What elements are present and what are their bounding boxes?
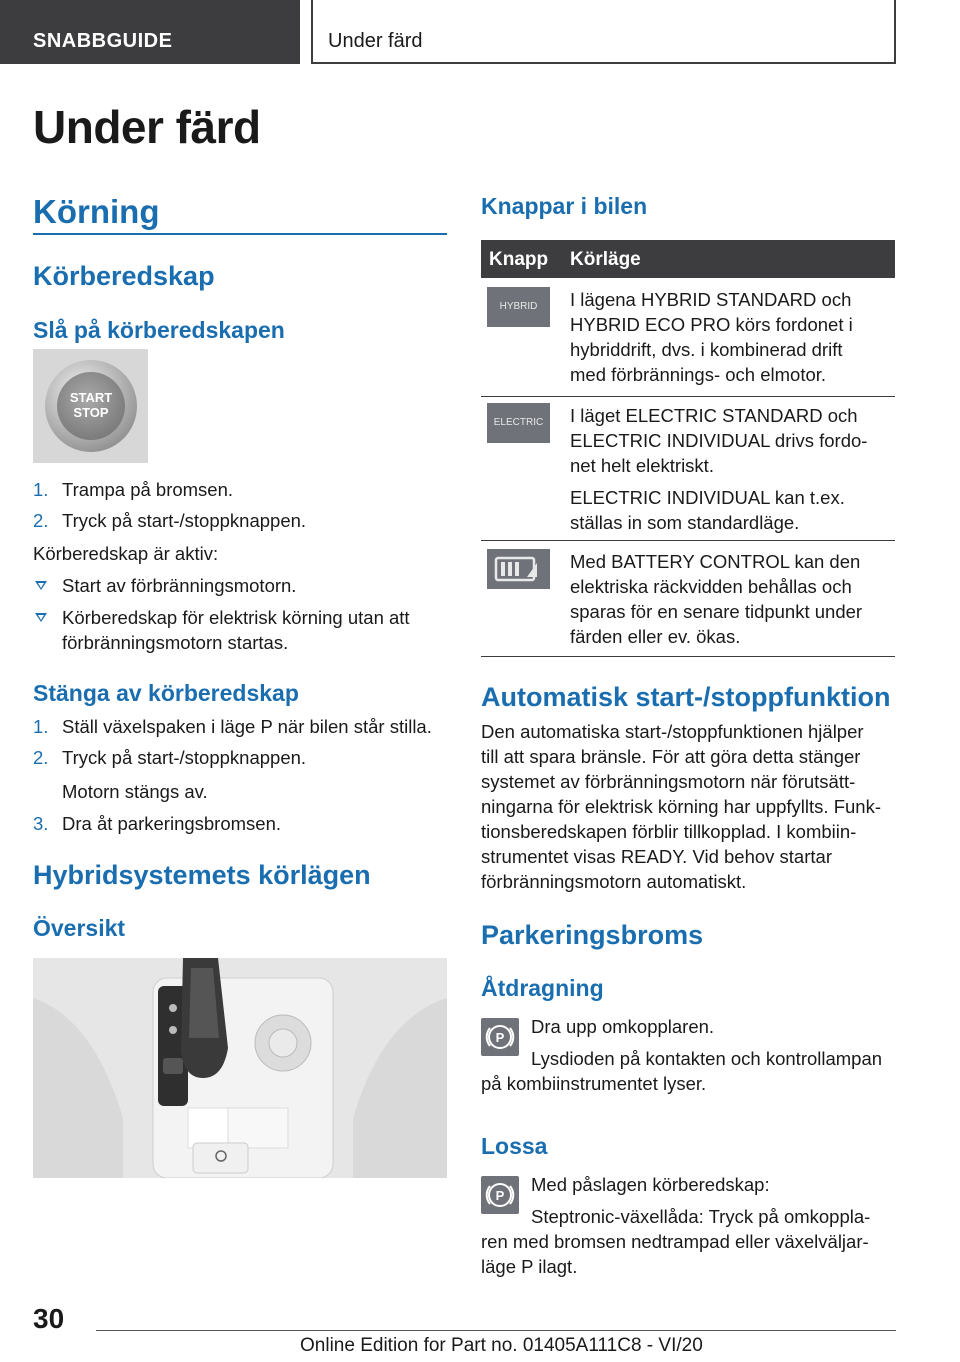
cell-line: I lägena HYBRID STANDARD och: [570, 289, 852, 310]
cell-line: elektriska räckvidden behållas och: [570, 576, 852, 597]
svg-text:P: P: [495, 1030, 505, 1045]
page-title: Under färd: [33, 101, 261, 153]
paragraph-line: till att spara bränsle. För att göra detta stänger: [481, 746, 861, 767]
table-cell: [570, 287, 888, 387]
autostart-paragraph: [481, 719, 881, 894]
table-row-divider: [481, 656, 895, 657]
footer-edition: Online Edition for Part no. 01405A111C8 - VI/20: [300, 1335, 703, 1356]
step-number: 1.: [33, 716, 49, 737]
cell-line: sparas för en senare tidpunkt under: [570, 601, 863, 622]
paragraph-line: ningarna för elektrisk körning har uppfyllts. Funk-: [481, 796, 881, 817]
heading-oversikt: Översikt: [33, 915, 126, 941]
step-text: Tryck på start-/stoppknappen.: [62, 747, 307, 768]
start-stop-label-stop: STOP: [73, 405, 109, 420]
cell-line: färden eller ev. ökas.: [570, 626, 741, 647]
step-text: Trampa på bromsen.: [62, 479, 234, 500]
table-cell: [570, 549, 888, 649]
bullet-triangle-icon: [35, 613, 47, 622]
step-text: Dra åt parkeringsbromsen.: [62, 813, 282, 834]
step-text: Tryck på start-/stoppknappen.: [62, 510, 307, 531]
cell-line: Med BATTERY CONTROL kan den: [570, 551, 861, 572]
heading-rule: [33, 233, 447, 235]
cell-line: ställas in som standardläge.: [570, 512, 800, 533]
lossa-line: ren med bromsen nedtrampad eller växelväljar-: [481, 1231, 869, 1252]
table-header: [481, 240, 895, 278]
step-number: 3.: [33, 813, 49, 834]
parking-brake-icon: [481, 1018, 519, 1056]
section-tab: SNABBGUIDE: [0, 0, 300, 64]
center-console-image: [33, 958, 447, 1178]
lossa-line: Med påslagen körberedskap:: [531, 1174, 770, 1195]
step-text: Motorn stängs av.: [62, 781, 208, 802]
start-stop-label-start: START: [69, 390, 113, 405]
paragraph-line: systemet av förbränningsmotorn när förutsätt-: [481, 771, 856, 792]
battery-control-icon: [487, 549, 550, 589]
atdragning-line: Dra upp omkopplaren.: [531, 1016, 715, 1037]
battery-control-key-image: [487, 549, 550, 589]
bullet-text-cont: förbränningsmotorn startas.: [62, 632, 289, 653]
heading-stanga: Stänga av körberedskap: [33, 680, 299, 706]
step-number: 2.: [33, 510, 49, 531]
table-row-divider: [481, 396, 895, 397]
heading-sla-pa: Slå på körberedskapen: [33, 317, 285, 343]
svg-text:P: P: [495, 1188, 505, 1203]
footer-rule: [96, 1330, 896, 1331]
paragraph-line: förbränningsmotorn automatiskt.: [481, 871, 747, 892]
start-stop-button-face: [57, 372, 125, 440]
start-stop-ring: [45, 360, 137, 452]
bullet-triangle-icon: [35, 581, 47, 590]
step-text: Ställ växelspaken i läge P när bilen står stilla.: [62, 716, 432, 737]
heading-korberedskap: Körberedskap: [33, 261, 215, 291]
atdragning-line: på kombiinstrumentet lyser.: [481, 1073, 707, 1094]
parking-brake-icon: [481, 1176, 519, 1214]
table-cell: [570, 403, 888, 535]
heading-knappar: Knappar i bilen: [481, 193, 648, 219]
atdragning-line: Lysdioden på kontakten och kontrollampan: [531, 1048, 883, 1069]
heading-lossa: Lossa: [481, 1133, 548, 1159]
chapter-tab: Under färd: [311, 0, 896, 64]
center-console-illustration: [33, 958, 447, 1178]
cell-line: ELECTRIC INDIVIDUAL drivs fordo-: [570, 430, 868, 451]
table-row-divider: [481, 540, 895, 541]
bullet-text: Start av förbränningsmotorn.: [62, 575, 297, 596]
cell-line: net helt elektriskt.: [570, 455, 714, 476]
paragraph-line: tionsberedskapen förblir tillkopplad. I kombiin-: [481, 821, 857, 842]
parking-brake-symbol: [481, 1018, 519, 1056]
paragraph-line: strumentet visas READY. Vid behov startar: [481, 846, 832, 867]
lossa-line: läge P ilagt.: [481, 1256, 578, 1277]
cell-line: hybriddrift, dvs. i kombinerad drift: [570, 339, 843, 360]
paragraph-line: Den automatiska start-/stoppfunktionen hjälper: [481, 721, 864, 742]
heading-korning: Körning: [33, 193, 160, 230]
col-header-knapp: Knapp: [489, 249, 549, 270]
cell-spacer: [570, 478, 888, 485]
cell-line: ELECTRIC INDIVIDUAL kan t.ex.: [570, 487, 845, 508]
step-number: 1.: [33, 479, 49, 500]
cell-line: I läget ELECTRIC STANDARD och: [570, 405, 858, 426]
col-header-korlage: Körläge: [570, 249, 641, 270]
heading-hybrid: Hybridsystemets körlägen: [33, 860, 371, 890]
lossa-line: Steptronic-växellåda: Tryck på omkoppla-: [531, 1206, 871, 1227]
step-number: 2.: [33, 747, 49, 768]
page-number: 30: [33, 1303, 65, 1334]
parking-brake-symbol: [481, 1176, 519, 1214]
start-stop-button-image: [33, 349, 148, 463]
electric-key-image: ELECTRIC: [487, 403, 550, 443]
bullet-text: Körberedskap för elektrisk körning utan att: [62, 607, 410, 628]
hybrid-key-image: HYBRID: [487, 287, 550, 327]
heading-parkeringsbroms: Parkeringsbroms: [481, 920, 704, 950]
cell-line: med förbrännings- och elmotor.: [570, 364, 827, 385]
cell-line: HYBRID ECO PRO körs fordonet i: [570, 314, 853, 335]
heading-autostart: Automatisk start-/stoppfunktion: [481, 682, 891, 712]
aktiv-intro: Körberedskap är aktiv:: [33, 543, 219, 564]
heading-atdragning: Åtdragning: [481, 975, 604, 1001]
